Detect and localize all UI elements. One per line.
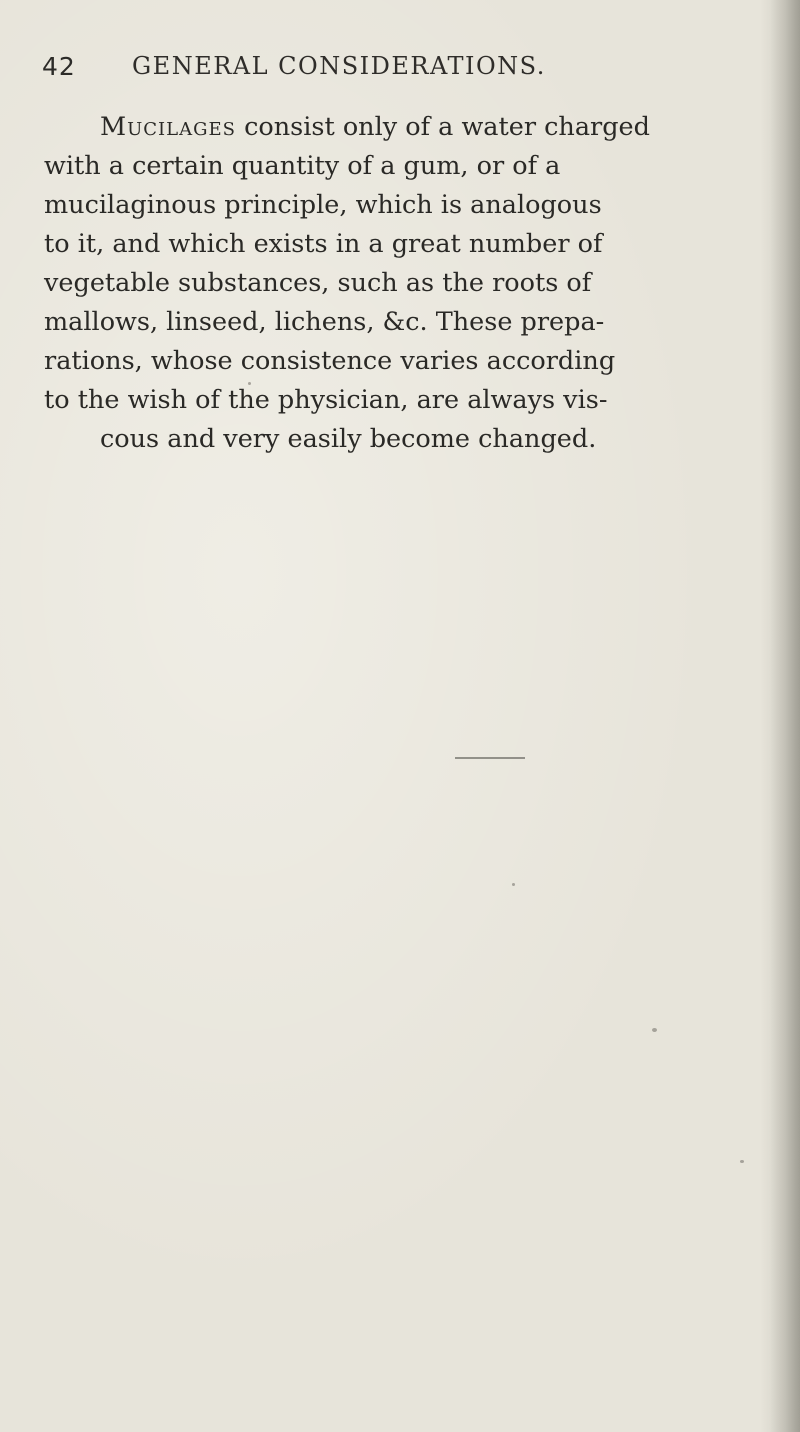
running-head: GENERAL CONSIDERATIONS. [132, 52, 546, 80]
page-number: 42 [42, 52, 76, 81]
text-line-8: to the wish of the physician, are always vis- [44, 385, 608, 415]
text-line-1 [44, 108, 784, 147]
text-line-3: mucilaginous principle, which is analogous [44, 190, 602, 220]
text-line-6: mallows, linseed, lichens, &c. These prepa- [44, 307, 605, 337]
paper-speck [740, 1160, 744, 1163]
paper-speck [652, 1028, 657, 1032]
paper-speck [248, 382, 251, 385]
page-edge-shadow [770, 0, 800, 1432]
text-line-1-rest: consist only of a water charged [244, 112, 650, 142]
horizontal-rule [455, 757, 525, 759]
paper-speck [512, 883, 515, 886]
text-line-9: cous and very easily become changed. [100, 424, 597, 454]
text-line-2: with a certain quantity of a gum, or of a [44, 151, 561, 181]
text-line-5: vegetable substances, such as the roots of [44, 268, 592, 298]
body-paragraph [44, 108, 784, 459]
text-line-4: to it, and which exists in a great number of [44, 229, 603, 259]
page-header [42, 52, 782, 92]
lead-word: Mucilages [100, 112, 236, 142]
text-line-7: rations, whose consistence varies according [44, 346, 616, 376]
